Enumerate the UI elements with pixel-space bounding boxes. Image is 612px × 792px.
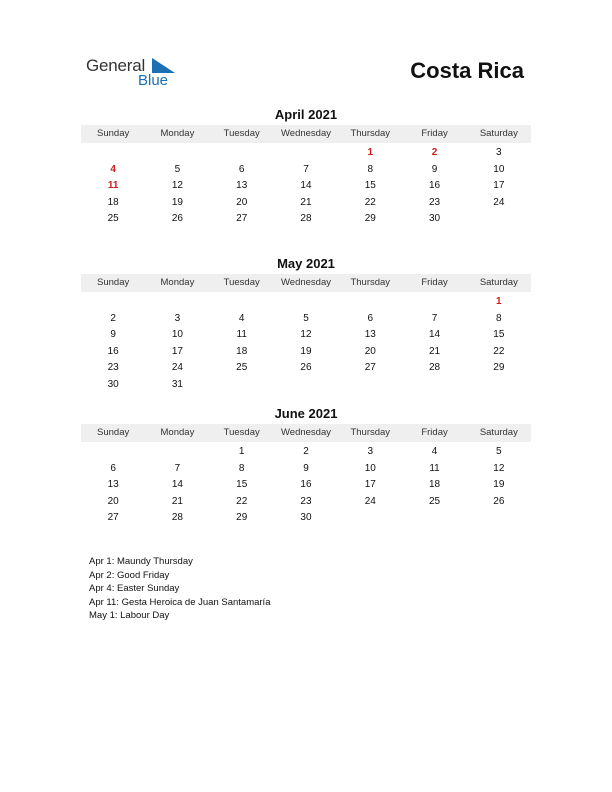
day-cell: 7 (303, 163, 309, 175)
weekday-label: Tuesday (223, 427, 260, 438)
month-title: April 2021 (274, 107, 338, 122)
day-cell: 24 (171, 362, 183, 374)
day-cell: 15 (364, 180, 376, 192)
day-cell: 2 (110, 312, 116, 324)
day-cell: 21 (171, 495, 183, 507)
weekday-label: Tuesday (223, 128, 260, 139)
day-cell: 20 (236, 196, 248, 208)
empty-day-cell (274, 294, 338, 311)
holiday-list (89, 555, 270, 623)
empty-day-cell (145, 145, 209, 162)
day-cell: 14 (171, 479, 183, 491)
weekday-label: Saturday (479, 277, 518, 288)
day-cell: 16 (428, 180, 441, 192)
day-cell: 10 (364, 462, 376, 474)
day-cell: 29 (364, 213, 376, 225)
weekday-label: Sunday (97, 277, 130, 288)
empty-day-cell (145, 444, 209, 461)
weekday-label: Friday (421, 128, 448, 139)
holiday-day-cell: 11 (107, 180, 119, 192)
week-row (81, 327, 531, 344)
empty-day-cell (338, 510, 402, 527)
day-cell: 3 (496, 147, 502, 158)
day-cell: 20 (364, 345, 376, 357)
day-cell: 24 (493, 196, 505, 208)
day-cell: 30 (300, 512, 312, 524)
empty-day-cell (402, 510, 466, 527)
empty-day-cell (274, 377, 338, 394)
day-cell: 28 (171, 512, 183, 524)
empty-day-cell (81, 444, 145, 461)
day-cell: 8 (238, 462, 245, 474)
empty-day-cell (467, 377, 531, 394)
day-cell: 6 (238, 163, 245, 175)
day-cell: 19 (493, 479, 505, 491)
weekday-label: Wednesday (280, 277, 331, 288)
day-cell: 26 (493, 495, 505, 507)
day-cell: 17 (364, 479, 376, 491)
day-cell: 22 (236, 495, 248, 507)
day-cell: 15 (493, 329, 505, 341)
day-cell: 8 (496, 312, 502, 324)
weekday-label: Monday (160, 427, 195, 438)
holiday-item: Apr 1: Maundy Thursday (89, 556, 193, 567)
week-row (81, 294, 531, 311)
day-cell: 1 (238, 446, 245, 457)
weekday-header (81, 424, 531, 442)
day-cell: 14 (300, 180, 312, 192)
empty-day-cell (274, 145, 338, 162)
holiday-day-cell: 2 (431, 147, 438, 158)
weekday-label: Thursday (350, 277, 391, 288)
day-cell: 8 (367, 163, 374, 175)
month-april (81, 107, 531, 228)
day-cell: 12 (300, 329, 312, 341)
day-cell: 23 (300, 495, 312, 507)
weekday-label: Friday (421, 277, 448, 288)
week-row (81, 344, 531, 361)
day-cell: 25 (236, 362, 248, 374)
holiday-day-cell: 4 (110, 163, 116, 175)
logo-word-blue: Blue (138, 72, 169, 89)
month-grid (81, 444, 531, 527)
week-row (81, 195, 531, 212)
day-cell: 17 (493, 180, 505, 192)
day-cell: 13 (236, 180, 248, 192)
weekday-label: Sunday (97, 427, 130, 438)
week-row (81, 494, 531, 511)
day-cell: 15 (236, 479, 248, 491)
holiday-item: Apr 11: Gesta Heroica de Juan Santamaría (89, 596, 271, 608)
day-cell: 3 (174, 312, 181, 324)
empty-day-cell (145, 294, 209, 311)
month-grid (81, 145, 531, 228)
week-row (81, 145, 531, 162)
week-row (81, 178, 531, 195)
empty-day-cell (402, 294, 466, 311)
empty-day-cell (81, 294, 145, 311)
weekday-header (81, 274, 531, 292)
week-row (81, 162, 531, 179)
day-cell: 19 (300, 345, 312, 357)
weekday-label: Sunday (97, 128, 130, 139)
weekday-label: Thursday (350, 427, 391, 438)
day-cell: 30 (428, 213, 441, 225)
day-cell: 6 (110, 462, 116, 474)
day-cell: 5 (496, 446, 502, 457)
day-cell: 9 (303, 462, 309, 474)
day-cell: 29 (493, 362, 505, 374)
day-cell: 7 (431, 312, 438, 324)
day-cell: 12 (493, 462, 505, 474)
day-cell: 31 (171, 378, 183, 390)
day-cell: 3 (367, 446, 374, 457)
day-cell: 21 (300, 196, 312, 208)
day-cell: 25 (107, 213, 119, 225)
day-cell: 23 (107, 362, 119, 374)
logo-word-general: General (86, 56, 146, 75)
month-june (81, 406, 531, 527)
holiday-day-cell: 1 (496, 296, 502, 307)
day-cell: 27 (364, 362, 376, 374)
day-cell: 13 (364, 329, 376, 341)
month-title: May 2021 (277, 256, 335, 271)
country-title: Costa Rica (410, 58, 524, 83)
empty-day-cell (210, 294, 274, 311)
empty-day-cell (81, 145, 145, 162)
week-row (81, 311, 531, 328)
day-cell: 6 (367, 312, 374, 324)
week-row (81, 360, 531, 377)
weekday-label: Thursday (350, 128, 391, 139)
day-cell: 29 (236, 512, 248, 524)
day-cell: 25 (428, 495, 441, 507)
week-row (81, 477, 531, 494)
day-cell: 9 (431, 163, 438, 175)
day-cell: 28 (428, 362, 441, 374)
day-cell: 4 (431, 446, 438, 457)
generalblue-logo (86, 56, 186, 92)
day-cell: 20 (107, 495, 119, 507)
day-cell: 18 (428, 479, 441, 491)
week-row (81, 510, 531, 527)
day-cell: 2 (303, 446, 309, 457)
weekday-label: Saturday (479, 427, 518, 438)
day-cell: 9 (110, 329, 116, 341)
day-cell: 30 (107, 378, 119, 390)
weekday-header (81, 125, 531, 143)
day-cell: 13 (107, 479, 119, 491)
holiday-item: Apr 2: Good Friday (89, 569, 170, 581)
empty-day-cell (338, 294, 402, 311)
day-cell: 28 (300, 213, 312, 225)
day-cell: 11 (236, 329, 247, 341)
day-cell: 11 (429, 462, 440, 474)
day-cell: 17 (171, 345, 183, 357)
holiday-day-cell: 1 (367, 147, 374, 158)
holiday-item: Apr 4: Easter Sunday (89, 583, 180, 595)
day-cell: 4 (238, 312, 245, 324)
month-title: June 2021 (274, 406, 338, 421)
weekday-label: Monday (160, 277, 195, 288)
empty-day-cell (210, 377, 274, 394)
day-cell: 16 (107, 345, 119, 357)
day-cell: 18 (236, 345, 248, 357)
day-cell: 14 (428, 329, 441, 341)
holiday-item: May 1: Labour Day (89, 610, 170, 622)
weekday-label: Saturday (479, 128, 518, 139)
day-cell: 26 (300, 362, 312, 374)
day-cell: 10 (493, 163, 505, 175)
week-row (81, 461, 531, 478)
weekday-label: Tuesday (223, 277, 260, 288)
week-row (81, 211, 531, 228)
day-cell: 26 (171, 213, 183, 225)
day-cell: 10 (171, 329, 183, 341)
weekday-label: Wednesday (280, 128, 331, 139)
day-cell: 18 (107, 196, 119, 208)
day-cell: 27 (107, 512, 119, 524)
day-cell: 24 (364, 495, 376, 507)
day-cell: 27 (236, 213, 248, 225)
month-may (81, 256, 531, 394)
month-grid (81, 294, 531, 394)
day-cell: 5 (303, 312, 309, 324)
day-cell: 5 (174, 163, 181, 175)
day-cell: 23 (428, 196, 441, 208)
weekday-label: Monday (160, 128, 195, 139)
day-cell: 22 (364, 196, 376, 208)
empty-day-cell (467, 510, 531, 527)
weekday-label: Friday (421, 427, 448, 438)
day-cell: 21 (428, 345, 441, 357)
day-cell: 22 (493, 345, 505, 357)
empty-day-cell (338, 377, 402, 394)
day-cell: 12 (171, 180, 183, 192)
weekday-label: Wednesday (280, 427, 331, 438)
empty-day-cell (402, 377, 466, 394)
empty-day-cell (210, 145, 274, 162)
day-cell: 16 (300, 479, 312, 491)
day-cell: 7 (174, 462, 181, 474)
empty-day-cell (467, 211, 531, 228)
week-row (81, 377, 531, 394)
day-cell: 19 (171, 196, 183, 208)
week-row (81, 444, 531, 461)
